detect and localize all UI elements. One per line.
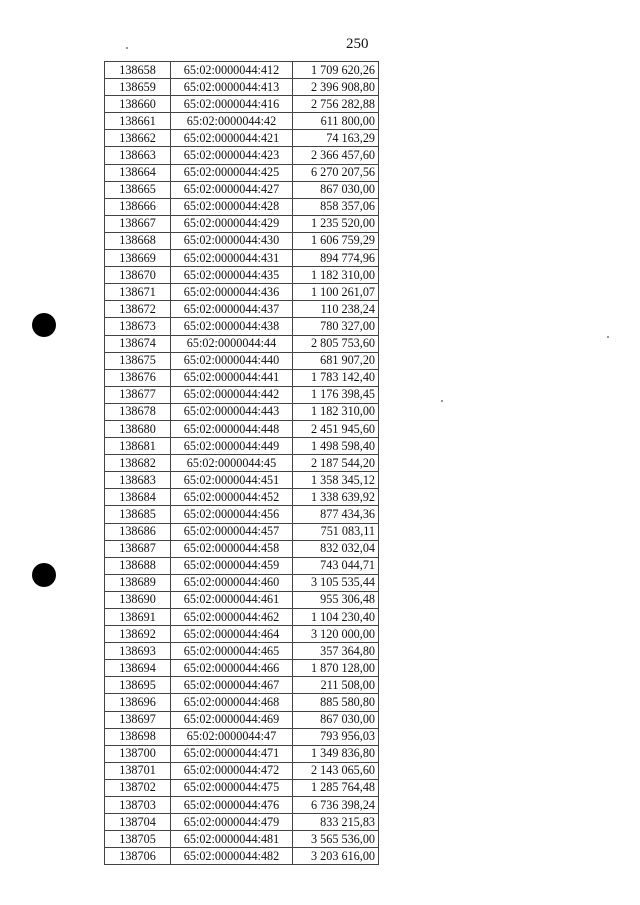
- cadastral-value-cell: 894 774,96: [293, 250, 379, 267]
- cadastral-number-cell: 65:02:0000044:437: [171, 301, 293, 318]
- table-row: [105, 677, 379, 694]
- scan-speck: [126, 47, 128, 49]
- cadastral-value-cell: 1 606 759,29: [293, 232, 379, 249]
- record-number-cell: 138677: [105, 386, 171, 403]
- record-number-cell: 138703: [105, 797, 171, 814]
- table-row: [105, 318, 379, 335]
- table-row: [105, 745, 379, 762]
- cadastral-number-cell: 65:02:0000044:462: [171, 609, 293, 626]
- record-number-cell: 138667: [105, 215, 171, 232]
- table-row: [105, 609, 379, 626]
- cadastral-number-cell: 65:02:0000044:440: [171, 352, 293, 369]
- punch-hole-bottom: [32, 563, 56, 587]
- record-number-cell: 138658: [105, 62, 171, 79]
- cadastral-number-cell: 65:02:0000044:468: [171, 694, 293, 711]
- cadastral-number-cell: 65:02:0000044:457: [171, 523, 293, 540]
- table-row: [105, 694, 379, 711]
- record-number-cell: 138673: [105, 318, 171, 335]
- cadastral-value-cell: 1 104 230,40: [293, 609, 379, 626]
- cadastral-number-cell: 65:02:0000044:438: [171, 318, 293, 335]
- cadastral-value-cell: 1 100 261,07: [293, 284, 379, 301]
- cadastral-number-cell: 65:02:0000044:416: [171, 96, 293, 113]
- record-number-cell: 138704: [105, 814, 171, 831]
- table-row: [105, 472, 379, 489]
- registry-table: [104, 61, 379, 865]
- cadastral-value-cell: 885 580,80: [293, 694, 379, 711]
- table-row: [105, 591, 379, 608]
- record-number-cell: 138680: [105, 420, 171, 437]
- record-number-cell: 138675: [105, 352, 171, 369]
- cadastral-number-cell: 65:02:0000044:443: [171, 403, 293, 420]
- cadastral-number-cell: 65:02:0000044:451: [171, 472, 293, 489]
- table-row: [105, 352, 379, 369]
- cadastral-value-cell: 6 736 398,24: [293, 797, 379, 814]
- cadastral-number-cell: 65:02:0000044:423: [171, 147, 293, 164]
- cadastral-number-cell: 65:02:0000044:466: [171, 660, 293, 677]
- cadastral-value-cell: 2 756 282,88: [293, 96, 379, 113]
- cadastral-number-cell: 65:02:0000044:412: [171, 62, 293, 79]
- cadastral-value-cell: 1 870 128,00: [293, 660, 379, 677]
- record-number-cell: 138672: [105, 301, 171, 318]
- cadastral-value-cell: 877 434,36: [293, 506, 379, 523]
- table-row: [105, 79, 379, 96]
- record-number-cell: 138696: [105, 694, 171, 711]
- record-number-cell: 138687: [105, 540, 171, 557]
- record-number-cell: 138702: [105, 779, 171, 796]
- table-row: [105, 113, 379, 130]
- table-row: [105, 728, 379, 745]
- record-number-cell: 138684: [105, 489, 171, 506]
- cadastral-value-cell: 611 800,00: [293, 113, 379, 130]
- table-row: [105, 267, 379, 284]
- cadastral-number-cell: 65:02:0000044:469: [171, 711, 293, 728]
- table-row: [105, 215, 379, 232]
- table-row: [105, 284, 379, 301]
- cadastral-value-cell: 1 182 310,00: [293, 267, 379, 284]
- cadastral-number-cell: 65:02:0000044:464: [171, 626, 293, 643]
- cadastral-value-cell: 2 143 065,60: [293, 762, 379, 779]
- cadastral-number-cell: 65:02:0000044:472: [171, 762, 293, 779]
- table-row: [105, 574, 379, 591]
- cadastral-value-cell: 110 238,24: [293, 301, 379, 318]
- record-number-cell: 138670: [105, 267, 171, 284]
- record-number-cell: 138698: [105, 728, 171, 745]
- record-number-cell: 138688: [105, 557, 171, 574]
- cadastral-number-cell: 65:02:0000044:471: [171, 745, 293, 762]
- cadastral-number-cell: 65:02:0000044:427: [171, 181, 293, 198]
- cadastral-value-cell: 1 338 639,92: [293, 489, 379, 506]
- cadastral-number-cell: 65:02:0000044:435: [171, 267, 293, 284]
- record-number-cell: 138671: [105, 284, 171, 301]
- cadastral-value-cell: 1 783 142,40: [293, 369, 379, 386]
- cadastral-value-cell: 2 805 753,60: [293, 335, 379, 352]
- table-row: [105, 643, 379, 660]
- cadastral-number-cell: 65:02:0000044:461: [171, 591, 293, 608]
- cadastral-number-cell: 65:02:0000044:44: [171, 335, 293, 352]
- cadastral-value-cell: 832 032,04: [293, 540, 379, 557]
- table-row: [105, 147, 379, 164]
- record-number-cell: 138700: [105, 745, 171, 762]
- table-row: [105, 369, 379, 386]
- record-number-cell: 138685: [105, 506, 171, 523]
- cadastral-number-cell: 65:02:0000044:429: [171, 215, 293, 232]
- cadastral-number-cell: 65:02:0000044:428: [171, 198, 293, 215]
- cadastral-number-cell: 65:02:0000044:47: [171, 728, 293, 745]
- cadastral-value-cell: 955 306,48: [293, 591, 379, 608]
- cadastral-value-cell: 3 203 616,00: [293, 848, 379, 865]
- cadastral-value-cell: 1 176 398,45: [293, 386, 379, 403]
- cadastral-number-cell: 65:02:0000044:442: [171, 386, 293, 403]
- table-row: [105, 779, 379, 796]
- cadastral-value-cell: 2 396 908,80: [293, 79, 379, 96]
- record-number-cell: 138666: [105, 198, 171, 215]
- record-number-cell: 138683: [105, 472, 171, 489]
- cadastral-number-cell: 65:02:0000044:479: [171, 814, 293, 831]
- record-number-cell: 138694: [105, 660, 171, 677]
- cadastral-value-cell: 1 498 598,40: [293, 438, 379, 455]
- record-number-cell: 138668: [105, 232, 171, 249]
- cadastral-value-cell: 3 105 535,44: [293, 574, 379, 591]
- table-row: [105, 455, 379, 472]
- cadastral-value-cell: 1 235 520,00: [293, 215, 379, 232]
- table-row: [105, 523, 379, 540]
- table-row: [105, 540, 379, 557]
- cadastral-number-cell: 65:02:0000044:449: [171, 438, 293, 455]
- cadastral-number-cell: 65:02:0000044:441: [171, 369, 293, 386]
- cadastral-number-cell: 65:02:0000044:413: [171, 79, 293, 96]
- cadastral-value-cell: 833 215,83: [293, 814, 379, 831]
- cadastral-value-cell: 780 327,00: [293, 318, 379, 335]
- cadastral-number-cell: 65:02:0000044:456: [171, 506, 293, 523]
- table-row: [105, 711, 379, 728]
- cadastral-number-cell: 65:02:0000044:42: [171, 113, 293, 130]
- cadastral-number-cell: 65:02:0000044:465: [171, 643, 293, 660]
- cadastral-value-cell: 211 508,00: [293, 677, 379, 694]
- table-row: [105, 814, 379, 831]
- table-row: [105, 403, 379, 420]
- cadastral-number-cell: 65:02:0000044:431: [171, 250, 293, 267]
- record-number-cell: 138663: [105, 147, 171, 164]
- record-number-cell: 138661: [105, 113, 171, 130]
- cadastral-value-cell: 858 357,06: [293, 198, 379, 215]
- cadastral-number-cell: 65:02:0000044:458: [171, 540, 293, 557]
- record-number-cell: 138691: [105, 609, 171, 626]
- cadastral-value-cell: 2 187 544,20: [293, 455, 379, 472]
- table-row: [105, 762, 379, 779]
- record-number-cell: 138701: [105, 762, 171, 779]
- record-number-cell: 138664: [105, 164, 171, 181]
- record-number-cell: 138690: [105, 591, 171, 608]
- table-row: [105, 831, 379, 848]
- record-number-cell: 138682: [105, 455, 171, 472]
- table-row: [105, 386, 379, 403]
- cadastral-value-cell: 2 451 945,60: [293, 420, 379, 437]
- table-row: [105, 506, 379, 523]
- cadastral-value-cell: 743 044,71: [293, 557, 379, 574]
- record-number-cell: 138659: [105, 79, 171, 96]
- table-row: [105, 164, 379, 181]
- table-row: [105, 438, 379, 455]
- cadastral-number-cell: 65:02:0000044:460: [171, 574, 293, 591]
- cadastral-number-cell: 65:02:0000044:436: [171, 284, 293, 301]
- record-number-cell: 138695: [105, 677, 171, 694]
- punch-hole-top: [32, 313, 56, 337]
- record-number-cell: 138697: [105, 711, 171, 728]
- table-row: [105, 250, 379, 267]
- table-row: [105, 335, 379, 352]
- record-number-cell: 138693: [105, 643, 171, 660]
- cadastral-value-cell: 3 565 536,00: [293, 831, 379, 848]
- cadastral-value-cell: 751 083,11: [293, 523, 379, 540]
- page-number: 250: [346, 36, 369, 52]
- table-row: [105, 232, 379, 249]
- cadastral-number-cell: 65:02:0000044:448: [171, 420, 293, 437]
- table-row: [105, 96, 379, 113]
- cadastral-value-cell: 6 270 207,56: [293, 164, 379, 181]
- record-number-cell: 138665: [105, 181, 171, 198]
- cadastral-number-cell: 65:02:0000044:425: [171, 164, 293, 181]
- table-row: [105, 489, 379, 506]
- record-number-cell: 138689: [105, 574, 171, 591]
- table-row: [105, 301, 379, 318]
- record-number-cell: 138674: [105, 335, 171, 352]
- cadastral-value-cell: 74 163,29: [293, 130, 379, 147]
- table-row: [105, 626, 379, 643]
- cadastral-value-cell: 867 030,00: [293, 181, 379, 198]
- record-number-cell: 138678: [105, 403, 171, 420]
- registry-table-body: [105, 62, 379, 865]
- cadastral-value-cell: 1 182 310,00: [293, 403, 379, 420]
- scan-speck: [607, 336, 609, 338]
- cadastral-value-cell: 1 285 764,48: [293, 779, 379, 796]
- record-number-cell: 138660: [105, 96, 171, 113]
- cadastral-number-cell: 65:02:0000044:482: [171, 848, 293, 865]
- cadastral-number-cell: 65:02:0000044:430: [171, 232, 293, 249]
- table-row: [105, 660, 379, 677]
- table-row: [105, 198, 379, 215]
- cadastral-number-cell: 65:02:0000044:421: [171, 130, 293, 147]
- record-number-cell: 138686: [105, 523, 171, 540]
- cadastral-value-cell: 1 358 345,12: [293, 472, 379, 489]
- cadastral-value-cell: 3 120 000,00: [293, 626, 379, 643]
- cadastral-value-cell: 2 366 457,60: [293, 147, 379, 164]
- scan-speck: [441, 400, 443, 402]
- record-number-cell: 138705: [105, 831, 171, 848]
- table-row: [105, 797, 379, 814]
- table-row: [105, 557, 379, 574]
- cadastral-number-cell: 65:02:0000044:452: [171, 489, 293, 506]
- cadastral-value-cell: 1 349 836,80: [293, 745, 379, 762]
- record-number-cell: 138681: [105, 438, 171, 455]
- cadastral-value-cell: 681 907,20: [293, 352, 379, 369]
- cadastral-value-cell: 867 030,00: [293, 711, 379, 728]
- record-number-cell: 138662: [105, 130, 171, 147]
- cadastral-number-cell: 65:02:0000044:467: [171, 677, 293, 694]
- cadastral-number-cell: 65:02:0000044:45: [171, 455, 293, 472]
- cadastral-value-cell: 357 364,80: [293, 643, 379, 660]
- cadastral-number-cell: 65:02:0000044:476: [171, 797, 293, 814]
- cadastral-number-cell: 65:02:0000044:475: [171, 779, 293, 796]
- cadastral-number-cell: 65:02:0000044:481: [171, 831, 293, 848]
- table-row: [105, 62, 379, 79]
- record-number-cell: 138706: [105, 848, 171, 865]
- record-number-cell: 138692: [105, 626, 171, 643]
- table-row: [105, 130, 379, 147]
- cadastral-value-cell: 1 709 620,26: [293, 62, 379, 79]
- table-row: [105, 848, 379, 865]
- table-row: [105, 420, 379, 437]
- table-row: [105, 181, 379, 198]
- cadastral-number-cell: 65:02:0000044:459: [171, 557, 293, 574]
- record-number-cell: 138669: [105, 250, 171, 267]
- record-number-cell: 138676: [105, 369, 171, 386]
- cadastral-value-cell: 793 956,03: [293, 728, 379, 745]
